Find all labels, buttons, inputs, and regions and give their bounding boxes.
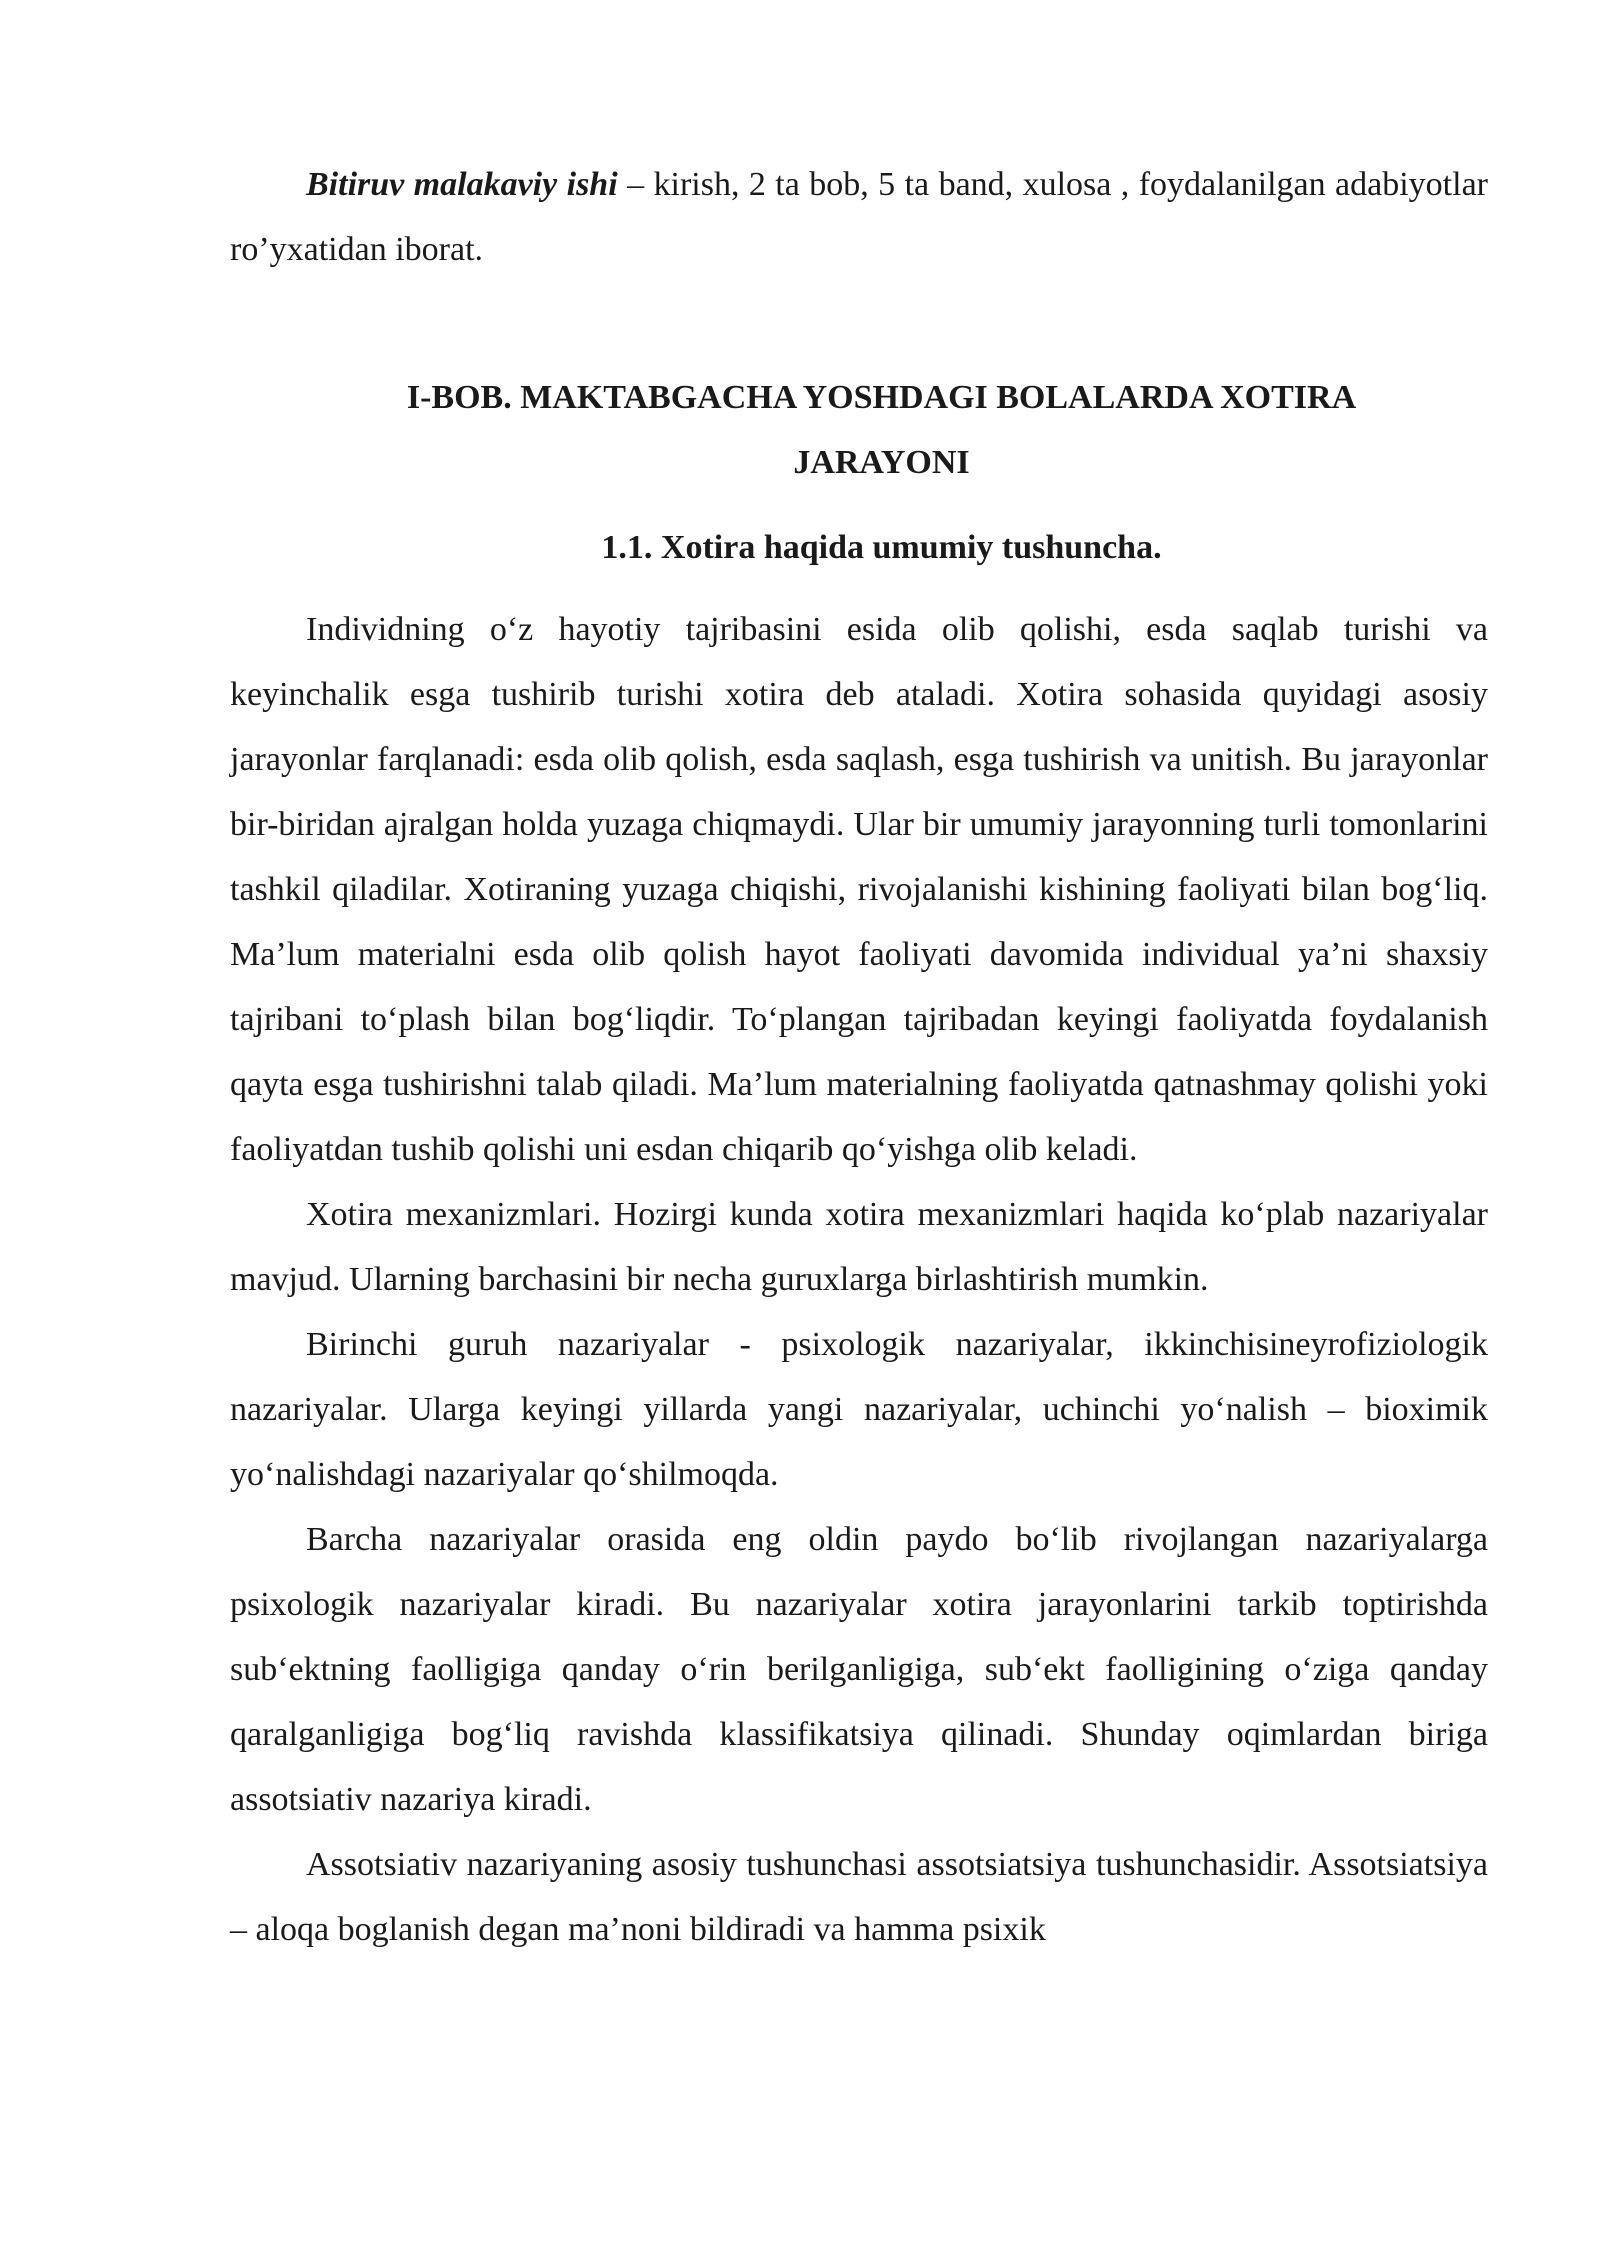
- body-paragraph: Birinchi guruh nazariyalar - psixologik nazariyalar, ikkinchisineyrofiziologik nazariyalar. Ularga keyingi yillarda yangi nazariyalar, uchinchi yo‘nalish – bioximik yo‘nalishdagi nazariyalar qo‘shilmoqda.: [230, 1326, 1488, 1493]
- section-heading: 1.1. Xotira haqida umumiy tushuncha.: [601, 529, 1162, 566]
- intro-paragraph: [230, 152, 1488, 282]
- body-paragraph: Individning o‘z hayotiy tajribasini esida olib qolishi, esda saqlab turishi va keyinchalik esga tushirib turishi xotira deb ataladi. Xotira sohasida quyidagi asosiy jarayonlar farqlanadi: esda olib qolish, esda saqlash, esga tushirish va unitish. Bu jarayonlar bir-biridan ajralgan holda yuzaga chiqmaydi. Ular bir umumiy jarayonning turli tomonlarini tashkil qiladilar. Xotiraning yuzaga chiqishi, rivojalanishi kishining faoliyati bilan bog‘liq. Ma’lum materialni esda olib qolish hayot faoliyati davomida individual ya’ni shaxsiy tajribani to‘plash bilan bog‘liqdir. To‘plangan tajribadan keyingi faoliyatda foydalanish qayta esga tushirishni talab qiladi. Ma’lum materialning faoliyatda qatnashmay qolishi yoki faoliyatdan tushib qolishi uni esdan chiqarib qo‘yishga olib keladi.: [230, 611, 1488, 1168]
- chapter-heading-line2: JARAYONI: [793, 444, 970, 481]
- document-page: [230, 152, 1488, 1962]
- intro-lead-text: Bitiruv malakaviy ishi: [306, 166, 618, 203]
- intro-rest-text: – kirish, 2 ta bob, 5 ta band, xulosa , foydalanilgan adabiyotlar ro’yxatidan iborat.: [230, 166, 1488, 268]
- chapter-heading: [230, 282, 1488, 495]
- body-paragraph: Xotira mexanizmlari. Hozirgi kunda xotira mexanizmlari haqida ko‘plab nazariyalar mavjud. Ularning barchasini bir necha guruxlarga birlashtirish mumkin.: [230, 1196, 1488, 1298]
- chapter-heading-line1: I-BOB. MAKTABGACHA YOSHDAGI BOLALARDA XOTIRA: [406, 379, 1357, 416]
- body-paragraph: Barcha nazariyalar orasida eng oldin paydo bo‘lib rivojlangan nazariyalarga psixologik nazariyalar kiradi. Bu nazariyalar xotira jarayonlarini tarkib toptirishda sub‘ektning faolligiga qanday o‘rin berilganligiga, sub‘ekt faolligining o‘ziga qanday qaralganligiga bog‘liq ravishda klassifikatsiya qilinadi. Shunday oqimlardan biriga assotsiativ nazariya kiradi.: [230, 1521, 1488, 1818]
- body-paragraph: Assotsiativ nazariyaning asosiy tushunchasi assotsiatsiya tushunchasidir. Assotsiatsiya – aloqa boglanish degan ma’noni bildiradi va hamma psixik: [230, 1846, 1488, 1948]
